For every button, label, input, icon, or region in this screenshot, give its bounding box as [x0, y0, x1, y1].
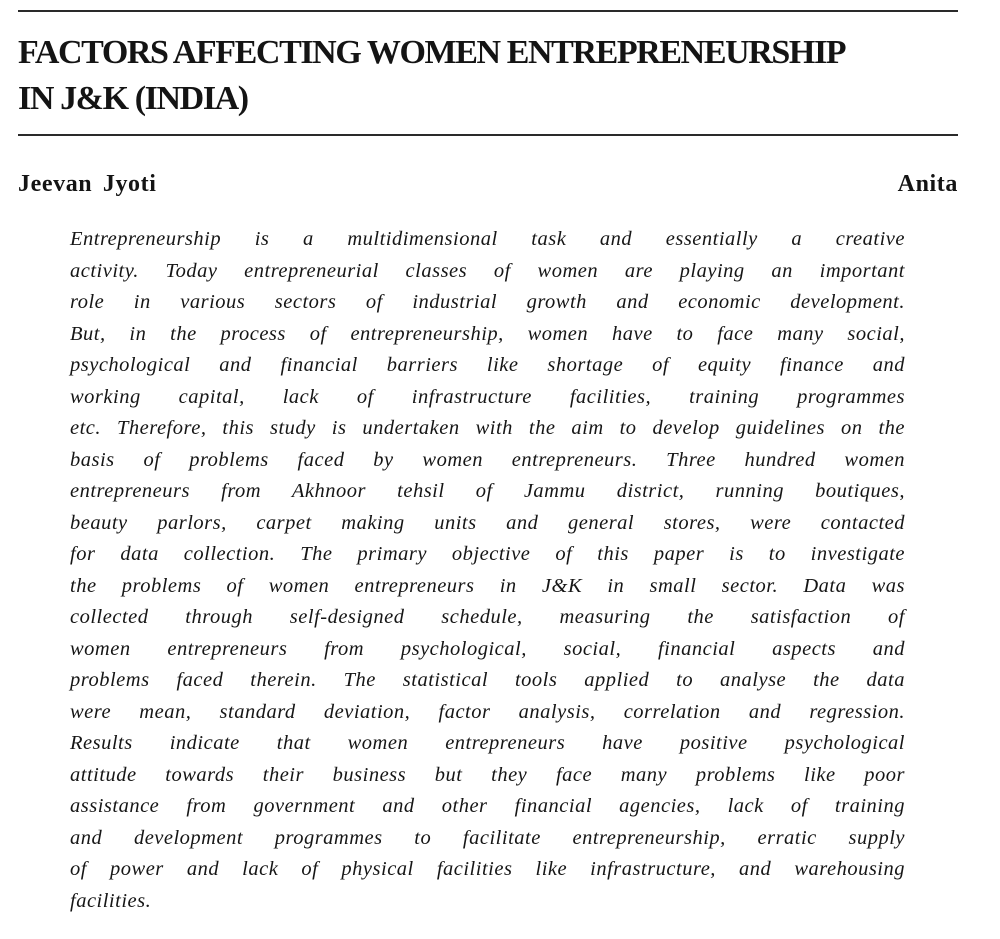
top-rule	[18, 10, 958, 12]
paper-title	[18, 30, 968, 122]
title-line: IN J&K (INDIA)	[18, 80, 248, 117]
abstract-line: Entrepreneurship is a multidimensional task and essentially a creative	[70, 228, 905, 250]
abstract-line: were mean, standard deviation, factor analysis, correlation and regression.	[70, 700, 905, 723]
title-line: FACTORS AFFECTING WOMEN ENTREPRENEURSHIP	[18, 34, 846, 71]
abstract-line: and development programmes to facilitate entrepreneurship, erratic supply	[70, 826, 905, 849]
abstract-line: Results indicate that women entrepreneurs have positive psychological	[70, 732, 905, 754]
abstract-line: role in various sectors of industrial growth and economic development.	[70, 291, 905, 313]
abstract-line: working capital, lack of infrastructure facilities, training programmes	[70, 385, 905, 408]
abstract-line: women entrepreneurs from psychological, social, financial aspects and	[70, 637, 905, 660]
abstract-line: of power and lack of physical facilities like infrastructure, and warehousing	[70, 858, 905, 880]
abstract-line: entrepreneurs from Akhnoor tehsil of Jammu district, running boutiques,	[70, 480, 905, 502]
abstract-line: But, in the process of entrepreneurship, women have to face many social,	[70, 322, 905, 345]
abstract-line: beauty parlors, carpet making units and general stores, were contacted	[70, 511, 905, 534]
abstract-line: activity. Today entrepreneurial classes of women are playing an important	[70, 259, 905, 282]
abstract-line: collected through self-designed schedule, measuring the satisfaction of	[70, 606, 905, 628]
abstract-line: psychological and financial barriers like shortage of equity finance and	[70, 354, 905, 376]
abstract-line: attitude towards their business but they face many problems like poor	[70, 763, 905, 786]
abstract-line: the problems of women entrepreneurs in J&K in small sector. Data was	[70, 574, 905, 597]
title-bottom-rule	[18, 134, 958, 136]
abstract-line: basis of problems faced by women entrepreneurs. Three hundred women	[70, 448, 905, 471]
abstract-line: for data collection. The primary objective of this paper is to investigate	[70, 543, 905, 565]
author-right: Anita	[897, 171, 958, 197]
author-left: Jeevan Jyoti	[18, 171, 157, 197]
abstract-line: assistance from government and other financial agencies, lack of training	[70, 795, 905, 817]
abstract	[70, 224, 905, 917]
abstract-line: etc. Therefore, this study is undertaken with the aim to develop guidelines on the	[70, 417, 905, 439]
abstract-line: problems faced therein. The statistical tools applied to analyse the data	[70, 669, 905, 691]
abstract-line: facilities.	[70, 889, 152, 912]
